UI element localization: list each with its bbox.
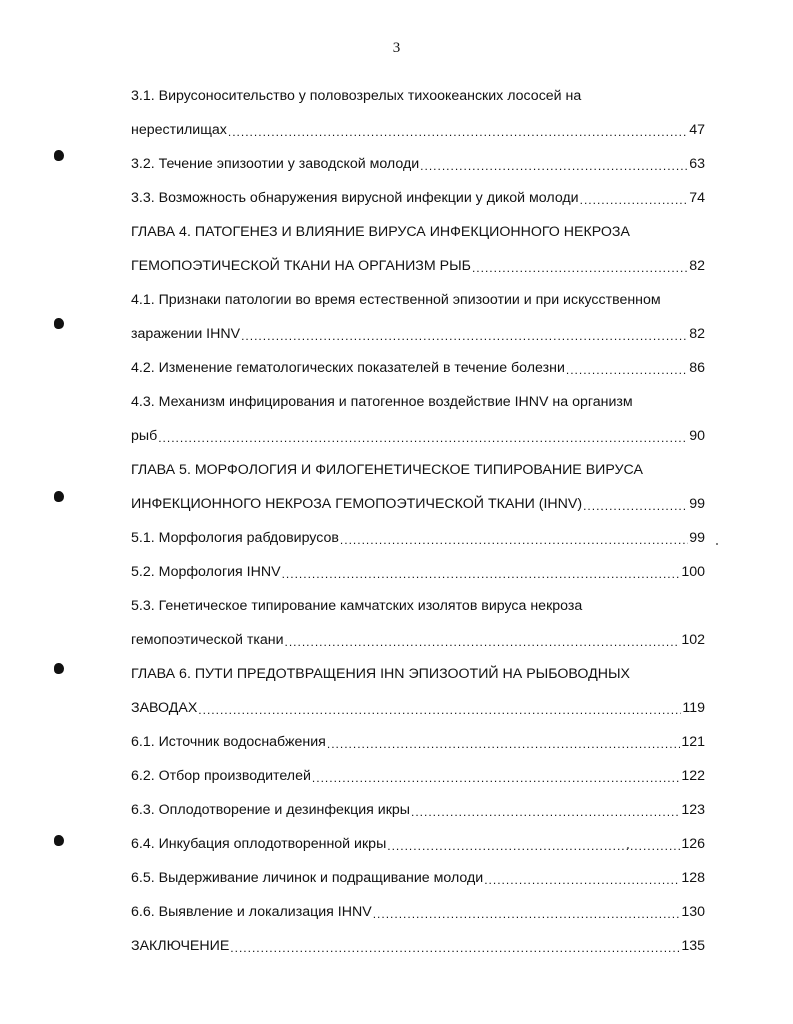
dot-leader: [420, 160, 688, 172]
scan-speck: [716, 543, 718, 545]
toc-entry-title: 6.3. Оплодотворение и дезинфекция икры: [131, 801, 410, 818]
toc-entry[interactable]: [131, 895, 705, 929]
toc-entry-page: 99: [689, 529, 705, 546]
toc-entry-title: рыб: [131, 427, 158, 444]
toc-entry[interactable]: [131, 589, 705, 623]
toc-entry[interactable]: [131, 487, 705, 521]
toc-entry[interactable]: [131, 79, 705, 113]
toc-entry[interactable]: [131, 385, 705, 419]
toc-entry-page: 100: [681, 563, 705, 580]
toc-entry-title: ГЛАВА 6. ПУТИ ПРЕДОТВРАЩЕНИЯ IHN ЭПИЗООТИЙ НА РЫБОВОДНЫХ: [131, 665, 631, 682]
dot-leader: [566, 364, 688, 376]
dot-leader: [387, 840, 680, 852]
toc-entry-page: 128: [681, 869, 705, 886]
toc-entry-title: 5.2. Морфология IHNV: [131, 563, 281, 580]
toc-entry-page: 86: [689, 359, 705, 376]
toc-entry[interactable]: [131, 419, 705, 453]
dot-leader: [580, 194, 689, 206]
toc-entry-page: 63: [689, 155, 705, 172]
toc-entry-title: ГЛАВА 4. ПАТОГЕНЕЗ И ВЛИЯНИЕ ВИРУСА ИНФЕКЦИОННОГО НЕКРОЗА: [131, 223, 630, 240]
toc-entry[interactable]: [131, 793, 705, 827]
toc-entry[interactable]: [131, 759, 705, 793]
toc-entry[interactable]: [131, 181, 705, 215]
dot-leader: [472, 262, 688, 274]
toc-entry-title: 6.6. Выявление и локализация IHNV: [131, 903, 372, 920]
binder-hole-mark: [54, 663, 64, 674]
dot-leader: [327, 738, 680, 750]
toc-entry[interactable]: [131, 317, 705, 351]
dot-leader: [228, 126, 688, 138]
toc-entry-title: 4.2. Изменение гематологических показателей в течение болезни: [131, 359, 565, 376]
toc-entry-title: ЗАКЛЮЧЕНИЕ: [131, 937, 230, 954]
toc-entry[interactable]: [131, 555, 705, 589]
binder-hole-mark: [54, 835, 64, 846]
dot-leader: [282, 568, 681, 580]
toc-entry[interactable]: [131, 147, 705, 181]
toc-entry-page: 47: [689, 121, 705, 138]
toc-entry-title: ГЕМОПОЭТИЧЕСКОЙ ТКАНИ НА ОРГАНИЗМ РЫБ: [131, 257, 471, 274]
toc-entry-title: 3.1. Вирусоносительство у половозрелых тихоокеанских лососей на: [131, 87, 582, 104]
toc-entry-page: 121: [681, 733, 705, 750]
toc-entry[interactable]: [131, 521, 705, 555]
toc-entry-page: 90: [689, 427, 705, 444]
toc-entry-title: нерестилищах: [131, 121, 227, 138]
dot-leader: [241, 330, 688, 342]
toc-entry[interactable]: [131, 657, 705, 691]
toc-entry[interactable]: [131, 351, 705, 385]
dot-leader: [230, 942, 680, 954]
toc-entry-title: 6.2. Отбор производителей: [131, 767, 311, 784]
binder-hole-mark: [54, 491, 64, 502]
toc-entry-page: 123: [681, 801, 705, 818]
dot-leader: [198, 704, 681, 716]
toc-entry-title: 6.5. Выдерживание личинок и подращивание молоди: [131, 869, 484, 886]
toc-entry-page: 74: [689, 189, 705, 206]
binder-hole-mark: [54, 150, 64, 161]
toc-entry-title: 6.1. Источник водоснабжения: [131, 733, 326, 750]
toc-entry-page: 122: [681, 767, 705, 784]
toc-entry-title: 3.2. Течение эпизоотии у заводской молоди: [131, 155, 420, 172]
dot-leader: [583, 500, 688, 512]
toc-entry[interactable]: [131, 453, 705, 487]
dot-leader: [373, 908, 681, 920]
toc-entry[interactable]: [131, 113, 705, 147]
table-of-contents: [131, 79, 705, 963]
toc-entry-title: гемопоэтической ткани: [131, 631, 284, 648]
toc-entry-title: 4.3. Механизм инфицирования и патогенное воздействие IHNV на организм: [131, 393, 633, 410]
toc-entry-page: 82: [689, 325, 705, 342]
dot-leader: [285, 636, 681, 648]
toc-entry[interactable]: [131, 929, 705, 963]
toc-entry-page: 130: [681, 903, 705, 920]
dot-leader: [312, 772, 680, 784]
toc-entry-page: 135: [681, 937, 705, 954]
toc-entry-title: 3.3. Возможность обнаружения вирусной инфекции у дикой молоди: [131, 189, 579, 206]
toc-entry-page: 82: [689, 257, 705, 274]
toc-entry-title: 4.1. Признаки патологии во время естественной эпизоотии и при искусственном: [131, 291, 661, 308]
toc-entry-title: ГЛАВА 5. МОРФОЛОГИЯ И ФИЛОГЕНЕТИЧЕСКОЕ ТИПИРОВАНИЕ ВИРУСА: [131, 461, 643, 478]
toc-entry-title: 5.3. Генетическое типирование камчатских изолятов вируса некроза: [131, 597, 583, 614]
dot-leader: [411, 806, 680, 818]
toc-entry[interactable]: [131, 215, 705, 249]
toc-entry[interactable]: [131, 249, 705, 283]
toc-entry-page: 102: [681, 631, 705, 648]
toc-entry-page: 99: [689, 495, 705, 512]
toc-entry-page: 126: [681, 835, 705, 852]
page-number: 3: [392, 40, 401, 56]
toc-entry-title: заражении IHNV: [131, 325, 241, 342]
toc-entry[interactable]: [131, 827, 705, 861]
toc-entry-title: 5.1. Морфология рабдовирусов: [131, 529, 339, 546]
toc-entry-title: ИНФЕКЦИОННОГО НЕКРОЗА ГЕМОПОЭТИЧЕСКОЙ ТКАНИ (IHNV): [131, 495, 583, 512]
toc-entry[interactable]: [131, 861, 705, 895]
dot-leader: [340, 534, 688, 546]
binder-hole-mark: [54, 318, 64, 329]
toc-entry[interactable]: [131, 283, 705, 317]
dot-leader: [158, 432, 688, 444]
toc-entry-title: 6.4. Инкубация оплодотворенной икры: [131, 835, 387, 852]
dot-leader: [484, 874, 680, 886]
toc-entry[interactable]: [131, 691, 705, 725]
toc-entry-page: 119: [682, 699, 705, 716]
toc-entry[interactable]: [131, 725, 705, 759]
toc-entry-title: ЗАВОДАХ: [131, 699, 198, 716]
toc-entry[interactable]: [131, 623, 705, 657]
